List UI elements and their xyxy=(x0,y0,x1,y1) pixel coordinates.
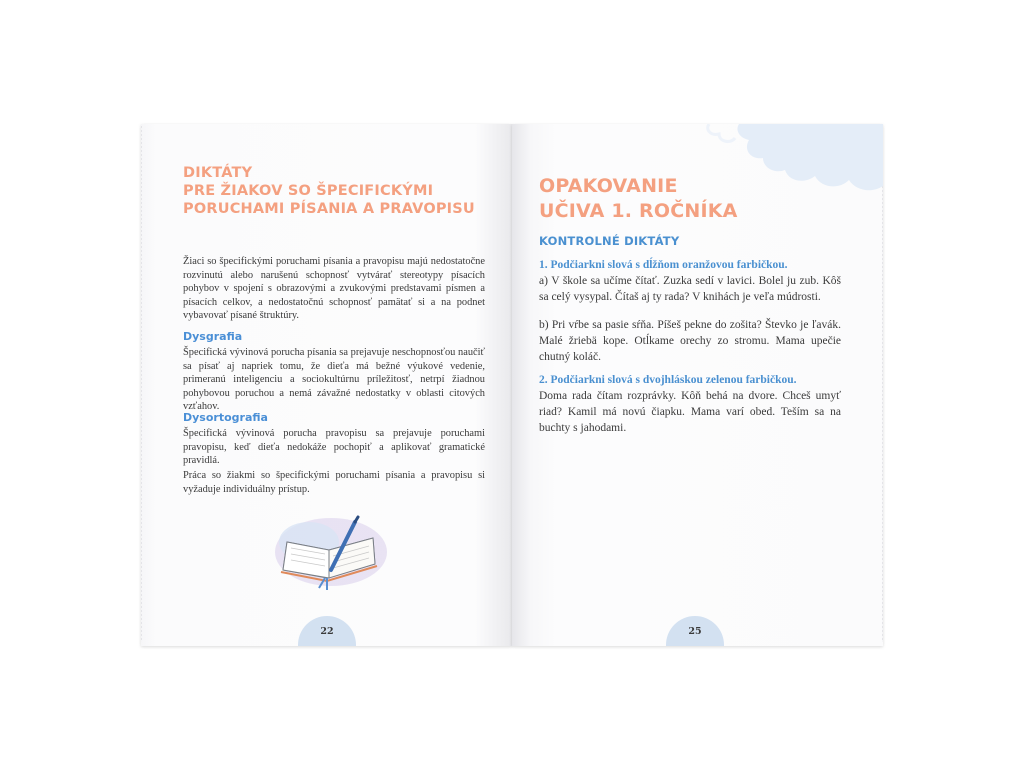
page-edge-left xyxy=(141,126,142,642)
title-line: OPAKOVANIE xyxy=(539,175,678,197)
left-page-title xyxy=(183,164,493,218)
title-line: DIKTÁTY xyxy=(183,165,253,181)
task2-heading: 2. Podčiarkni slová s dvojhláskou zelenou farbičkou. xyxy=(539,374,797,386)
title-line: PORUCHAMI PÍSANIA A PRAVOPISU xyxy=(183,201,475,217)
page-number-badge xyxy=(666,616,724,646)
book-spread xyxy=(141,124,883,646)
section-subtitle: KONTROLNÉ DIKTÁTY xyxy=(539,234,680,248)
title-line: UČIVA 1. ROČNÍKA xyxy=(539,200,738,222)
right-page xyxy=(512,124,883,646)
right-page-title xyxy=(539,174,859,224)
task2-text: Doma rada čítam rozprávky. Kôň behá na dvore. Chceš umyť riad? Kamil má novú čiapku. Mama varí obed. Teším sa na buchty s jahodami. xyxy=(539,390,841,434)
title-line: PRE ŽIAKOV SO ŠPECIFICKÝMI xyxy=(183,183,434,199)
dysortografia-text: Špecifická vývinová porucha pravopisu sa prejavuje poruchami pravopisu, keď dieťa nedokáže pochopiť a aplikovať gramatické pravidlá. xyxy=(183,428,485,467)
page-number: 22 xyxy=(320,626,334,637)
left-page xyxy=(141,124,512,646)
page-number-badge xyxy=(298,616,356,646)
dysgrafia-heading: Dysgrafia xyxy=(183,330,243,343)
page-number: 25 xyxy=(688,626,702,637)
task1-part-a: a) V škole sa učíme čítať. Zuzka sedí v lavici. Bolel ju zub. Kôš sa celý vysypal. Čítaš aj ty rada? V knihách je veľa múdrosti. xyxy=(539,275,841,303)
task1-part-b: b) Pri vŕbe sa pasie sŕňa. Píšeš pekne do zošita? Števko je ľavák. Malé žriebä kope. Otĺkame orechy zo stromu. Mama upečie chutný koláč. xyxy=(539,319,841,363)
dysortografia-heading: Dysortografia xyxy=(183,411,268,424)
dysgrafia-text: Špecifická vývinová porucha písania sa prejavuje neschopnosťou naučiť sa písať aj napriek tomu, že dieťa má bežné výukové vedenie, primeranú inteligenciu a sociokultúrnu príležitosť, netrpí žiadnou pohybovou poruchou a nemá závažné nedostatky v oblasti citových vzťahov. xyxy=(183,347,485,413)
intro-paragraph: Žiaci so špecifickými poruchami písania a pravopisu majú nedostatočne rozvinutú alebo narušenú schopnosť vytvárať stereotypy písacích pohybov v spojení s obrazovými a zvukovými predstavami písmen a písacích celkov, a nedostatočnú schopnosť pamätať si a na podnet vybavovať písané štruktúry. xyxy=(183,256,485,322)
outro-paragraph: Práca so žiakmi so špecifickými poruchami písania a pravopisu si vyžaduje individuálny prístup. xyxy=(183,470,485,495)
task1-heading: 1. Podčiarkni slová s dĺžňom oranžovou farbičkou. xyxy=(539,259,788,271)
open-book-with-pen-icon xyxy=(269,512,389,592)
